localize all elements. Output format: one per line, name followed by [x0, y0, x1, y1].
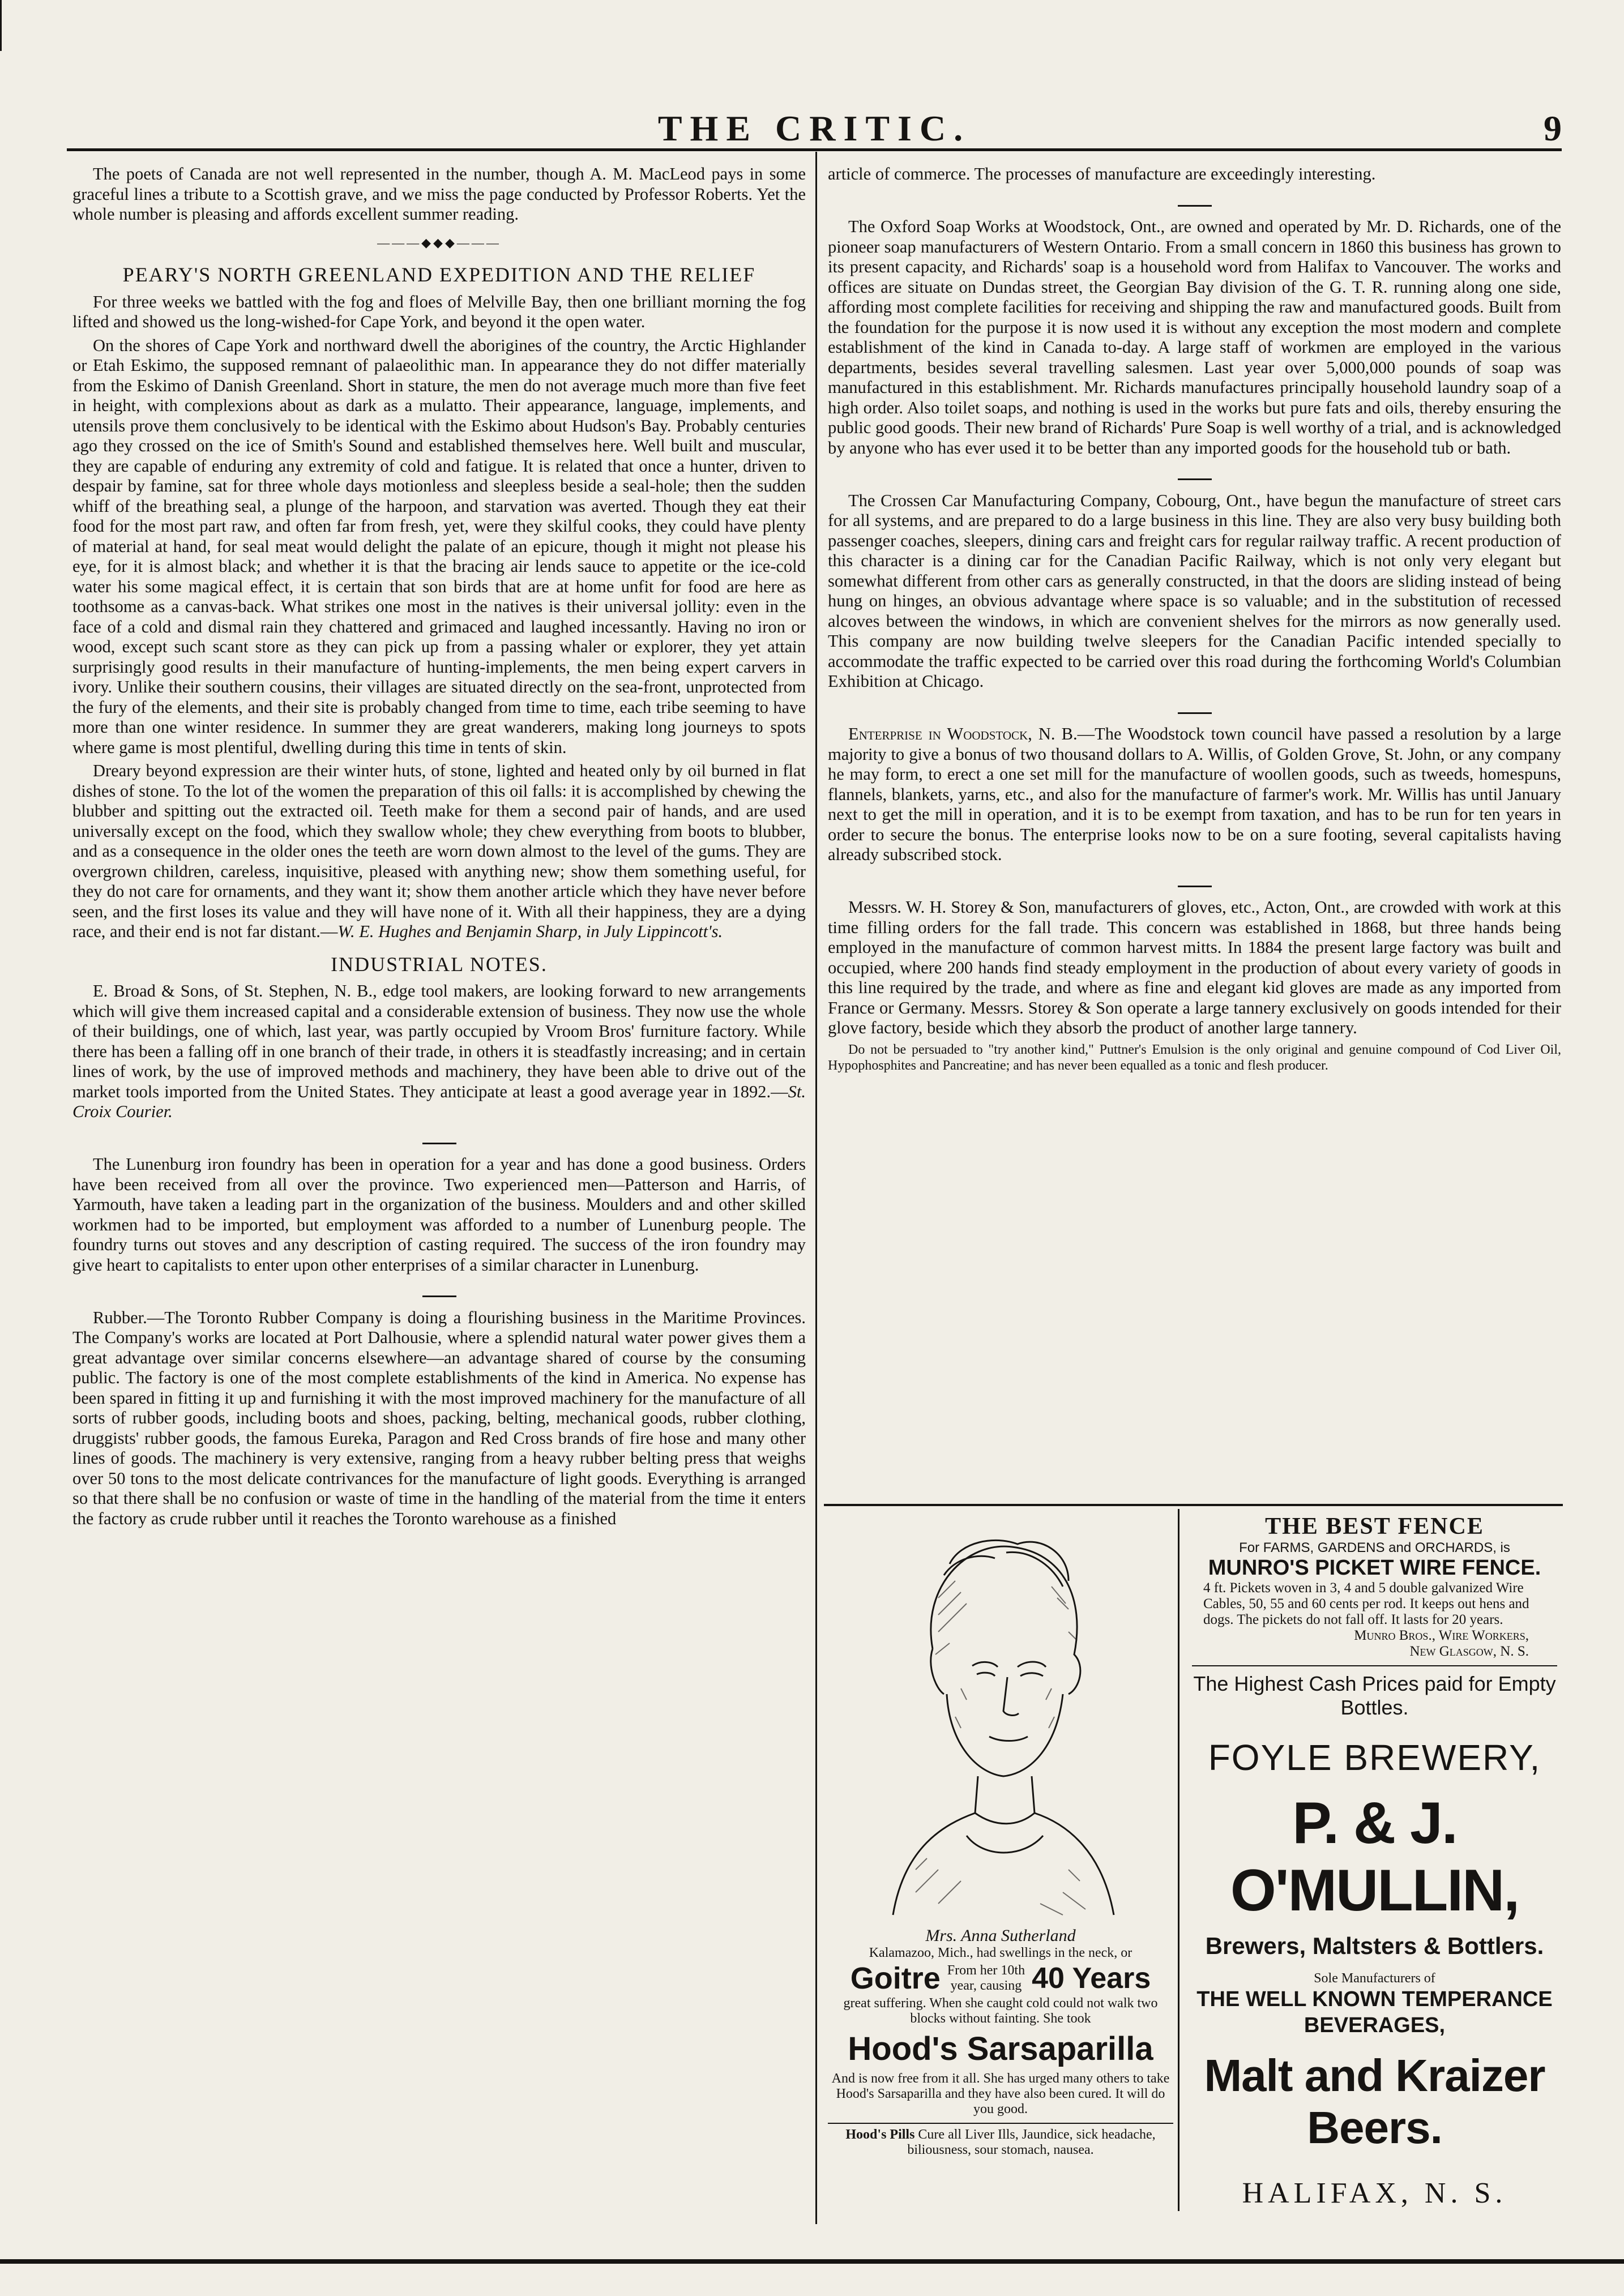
peary-paragraph-3-text: Dreary beyond expression are their winter huts, of stone, lighted and heated only by oil burned in flat dishes of stone. To the lot of the women the preparation of this oil falls: it is accomplished by chewing the blubber and spitting out the extracted oil. Teeth make for them a second pair of hands, and are used universally except on the food, which they swallow whole; they chew everything from boots to blubber, and as a consequence in the older ones the teeth are worn down almost to the level of the gums. They are overgrown children, careless, inquisitive, pleased with anything new; show them something useful, for they do not care for ornaments, and they want it; show them another article which they have never before seen, and the first loses its value and they will have none of it. With all their happiness, they are a dying race, and their end is not far distant.— — [72, 761, 806, 941]
woman-portrait-icon — [882, 1519, 1119, 1926]
forty-years: 40 Years — [1032, 1962, 1151, 1995]
woodstock-lead: Enterprise in Woodstock, N. B. — [848, 724, 1078, 743]
short-rule — [72, 1282, 806, 1302]
hoods-brand: Hood's Sarsaparilla — [848, 2030, 1153, 2067]
peary-paragraph-1: For three weeks we battled with the fog and floes of Melville Bay, then one brilliant morning the fog lifted and showed us the long-wished-for Cape York, and beyond it the open water. — [72, 292, 806, 331]
puttner-note: Do not be persuaded to "try another kind," Puttner's Emulsion is the only original and genuine compound of Cod Liver Oil, Hypophosphites and Pancreatine; and has never been equalled as a tonic and flesh producer. — [828, 1042, 1561, 1073]
left-column — [72, 164, 806, 1532]
goitre-word: Goitre — [850, 1961, 941, 1995]
omullin-name: P. & J. O'MULLIN, — [1230, 1790, 1519, 1923]
industrial-paragraph-3: Rubber.—The Toronto Rubber Company is doing a flourishing business in the Maritime Provinces. The Company's works are located at Port Dalhousie, where a splendid natural water power gives them a great advantage over similar concerns elsewhere—an advantage shared of course by the consuming public. The factory is one of the most complete establishments of the kind in America. No expense has been spared in fitting it up and furnishing it with the most improved machinery for the manufacture of all sorts of rubber goods, including boots and shoes, packing, belting, mechanical goods, rubber clothing, druggists' rubber goods, the famous Eureka, Paragon and Red Cross brands of fire hose and many other lines of goods. The machinery is very extensive, ranging from a heavy rubber belting press that weighs over 50 tons to the most delicate contrivances for the manufacture of light goods. Everything is arranged so that there shall be no confusion or waste of time in the handling of the material from the time it enters the factory as crude rubber until it reaches the Toronto warehouse as a finished — [72, 1307, 806, 1528]
brewers-maltsters: Brewers, Maltsters & Bottlers. — [1205, 1932, 1544, 1959]
fence-firm-1: Munro Bros., Wire Workers, — [1354, 1628, 1529, 1643]
woodstock-text: —The Woodstock town council have passed a resolution by a large majority to give a bonus of two thousand dollars to A. Willis, of Golden Grove, St. John, or any company he may form, to erect a one set mill for the manufacture of woollen goods, such as tweeds, homespuns, flannels, blankets, yarns, etc., and also for the manufacture of farmer's work. Mr. Willis has until January next to get the mill in operation, and it is to be exempt from taxation, and has to be run for ten years in order to secure the bonus. The enterprise looks now to be on a sure footing, several capitalists having already subscribed stock. — [828, 724, 1562, 864]
goitre-row — [828, 1961, 1173, 1996]
fence-title: THE BEST FENCE — [1265, 1513, 1484, 1540]
malt-beers: Malt and Kraizer Beers. — [1204, 2050, 1545, 2153]
column-rule — [815, 152, 817, 2224]
crossen-car-paragraph: The Crossen Car Manufacturing Company, Cobourg, Ont., have begun the manufacture of street cars for all systems, and are prepared to do a large business in this line. They are also very busy building both passenger coaches, sleepers, dining cars and freight cars for regular railway traffic. A recent production of this character is a dining car for the Canadian Pacific Railway, which is not only very elegant but somewhat different from other cars as generally constructed, in that the doors are sliding instead of being hung on hinges, an obvious advantage where space is so valuable; and in the substitution of recessed alcoves between the windows, in which are convenient shelves for the mirrors as now generally used. This company are now building twelve sleepers for the Canadian Pacific intended specially to accommodate the traffic expected to be carried over this road during the forthcoming World's Columbian Exhibition at Chicago. — [828, 490, 1561, 691]
advertisement-rule — [824, 1504, 1563, 1506]
testimonial-line-1: Kalamazoo, Mich., had swellings in the neck, or — [869, 1946, 1132, 1960]
sole-manufacturers: Sole Manufacturers of — [1314, 1971, 1435, 1986]
testimonial-line-3: And is now free from it all. She has urged many others to take Hood's Sarsaparilla and they have also been cured. It will do you good. — [831, 2071, 1170, 2117]
cash-prices: The Highest Cash Prices paid for Empty Bottles. — [1193, 1672, 1556, 1719]
industrial-paragraph-1-text: E. Broad & Sons, of St. Stephen, N. B., edge tool makers, are looking forward to new arrangements which will give them increased capital and a considerable extension of business. They now use the whole of their buildings, one of which, last year, was partly occupied by Vroom Bros' furniture factory. While there has been a falling off in one branch of their trade, in others it is steadfastly increasing; and in certain lines of work, by the use of improved methods and machinery, they have been able to drive out of the market tools imported from the United States. They anticipate at least a good average year in 1892.— — [72, 981, 806, 1101]
peary-paragraph-3 — [72, 761, 806, 942]
margin-mark — [0, 0, 16, 51]
woodstock-paragraph — [828, 724, 1561, 865]
pills-text: Cure all Liver Ills, Jaundice, sick headache, biliousness, sour stomach, nausea. — [907, 2127, 1156, 2157]
oxford-soap-paragraph: The Oxford Soap Works at Woodstock, Ont., are owned and operated by Mr. D. Richards, one of the pioneer soap manufacturers of Western Ontario. From a small concern in 1860 this business has grown to its present capacity, and Richards' soap is a household word from Halifax to Vancouver. The works and offices are situate on Dundas street, the Georgian Bay division of the G. T. R. running along one side, affording most complete facilities for receiving and shipping the raw and manufactured goods. Built from the foundation for the purpose it is now used it is without any exception the most modern and complete establishment of the kind in Canada to-day. A large staff of workmen are employed in the various departments, besides several travelling salesmen. Last year over 5,000,000 pounds of soap was manufactured in this establishment. Mr. Richards manufactures principally household laundry soap of a high order. Also toilet soaps, and nothing is used in the works but pure fats and oils, thereby ensuring the public good goods. Their new brand of Richards' Pure Soap is well worthy of a trial, and is acknowledged by anyone who has ever used it to be better than any imported goods for the household tub or bath. — [828, 217, 1561, 458]
from-year-block — [947, 1963, 1025, 1994]
peary-heading: PEARY'S NORTH GREENLAND EXPEDITION AND THE RELIEF — [122, 263, 756, 286]
short-rule — [72, 1129, 806, 1149]
short-rule — [828, 191, 1561, 212]
fence-firm-2: New Glasgow, N. S. — [1409, 1644, 1529, 1659]
foyle-brewery: FOYLE BREWERY, — [1208, 1737, 1541, 1778]
temperance-beverages: THE WELL KNOWN TEMPERANCE BEVERAGES, — [1196, 1987, 1553, 2037]
short-rule — [828, 465, 1561, 485]
bottom-bar — [0, 2259, 1624, 2264]
hoods-sarsaparilla-ad — [828, 1513, 1173, 2209]
portrait-caption: Mrs. Anna Sutherland — [925, 1926, 1076, 1945]
header-rule — [67, 148, 1562, 151]
industrial-paragraph-1-source: St. Croix Courier. — [72, 1081, 806, 1121]
fence-subtitle: For FARMS, GARDENS and ORCHARDS, is — [1239, 1540, 1510, 1555]
testimonial-line-2: great suffering. When she caught cold could not walk two blocks without fainting. She took — [843, 1996, 1158, 2026]
fence-name: MUNRO'S PICKET WIRE FENCE. — [1208, 1556, 1541, 1580]
intro-paragraph: The poets of Canada are not well represented in the number, though A. M. MacLeod pays in some graceful lines a tribute to a Scottish grave, and we miss the page conducted by Professor Roberts. Yet the whole number is pleasing and affords excellent summer reading. — [72, 164, 806, 224]
hoods-pills — [828, 2123, 1173, 2158]
pills-name: Hood's Pills — [845, 2127, 915, 2142]
masthead: THE CRITIC. — [657, 108, 971, 148]
ad-rule — [1192, 1665, 1557, 1666]
right-ads — [1186, 1513, 1563, 2209]
short-rule — [828, 872, 1561, 892]
portrait-illustration — [882, 1519, 1119, 1926]
storey-paragraph: Messrs. W. H. Storey & Son, manufacturers of gloves, etc., Acton, Ont., are crowded with work at this time filling orders for the fall trade. This concern was established in 1868, but three hands being employed in the manufacture of common harvest mitts. In 1884 the present large factory was built and occupied, where 200 hands find steady employment in the production of about every variety of goods in this line required by the trade, and where as fine and elegant kid gloves are made as any imported from France or Germany. Messrs. Storey & Son operate a large tannery exclusively on goods intended for their glove factory, beside which they absorb the product of another large tannery. — [828, 897, 1561, 1037]
from-10th: From her 10th — [947, 1963, 1025, 1978]
industrial-heading: INDUSTRIAL NOTES. — [331, 952, 548, 976]
page-header — [67, 102, 1562, 153]
year-causing: year, causing — [950, 1978, 1022, 1993]
fence-description: 4 ft. Pickets woven in 3, 4 and 5 double galvanized Wire Cables, 50, 55 and 60 cents per rod. It keeps out hens and dogs. The pickets do not fall off. It lasts for 20 years. — [1203, 1580, 1529, 1627]
ad-divider — [1178, 1509, 1179, 2211]
industrial-paragraph-2: The Lunenburg iron foundry has been in operation for a year and has done a good business. Orders have been received from all over the province. Two experienced men—Patterson and Harris, of Yarmouth, have taken a leading part in the organization of the business. Moulders and and other skilled workmen had to be imported, but employment was afforded to a number of Lunenburg people. The foundry turns out stoves and any description of casting required. The success of the iron foundry may give heart to capitalists to enter upon other enterprises of a similar character in Lunenburg. — [72, 1155, 806, 1275]
right-column — [828, 164, 1561, 1077]
page-number: 9 — [1544, 108, 1562, 148]
ornament-divider: ———◆◆◆——— — [377, 235, 501, 250]
continued-paragraph: article of commerce. The processes of manufacture are exceedingly interesting. — [828, 164, 1376, 183]
halifax: HALIFAX, N. S. — [1242, 2177, 1507, 2209]
peary-signature: W. E. Hughes and Benjamin Sharp, in July Lippincott's. — [337, 922, 723, 941]
peary-paragraph-2: On the shores of Cape York and northward dwell the aborigines of the country, the Arctic Highlander or Etah Eskimo, the supposed remnant of palaeolithic man. In appearance they do not differ materially from the Eskimo of Danish Greenland. Short in stature, the men do not average much more than five feet in height, with complexions about as dark as a mulatto. Their appearance, language, implements, and utensils prove them conclusively to be identical with the Eskimo about Hudson's Bay. Probably centuries ago they crossed on the ice of Smith's Sound and established themselves here. Well built and muscular, they are capable of enduring any extremity of cold and fatigue. It is related that once a hunter, driven to despair by famine, sat for three whole days motionless and sleepless beside a seal-hole; then the sudden whiff of the breathing seal, a plunge of the harpoon, and starvation was averted. Though they eat their food for the most part raw, and often far from fresh, yet, were they skilful cooks, they could have plenty of material at hand, for seal meat would delight the palate of an epicure, though it might not please his eye, for it is almost black; and whether it is that the bracing air lends sauce to appetite or the ice-cold water his some magical effect, it is certain that son birds that are at home unfit for food are here as toothsome as a canvas-back. What strikes one most in the natives is their universal jollity: even in the face of a cold and dismal rain they chattered and grimaced and laughed incessantly. Having no iron or wood, except such scant store as they can pick up from a passing whaler or explorer, they yet attain surprisingly good results in their manufacture of hunting-implements, the men being expert carvers in ivory. Unlike their southern cousins, their villages are situated directly on the sea-front, unprotected from the fury of the elements, and their site is probably changed from time to time, each tribe seeming to have more than one winter residence. In summer they are great wanderers, making long journeys to spots where game is most plentiful, dwelling during this time in tents of skin. — [72, 335, 806, 757]
short-rule — [828, 699, 1561, 719]
industrial-paragraph-1 — [72, 981, 806, 1122]
